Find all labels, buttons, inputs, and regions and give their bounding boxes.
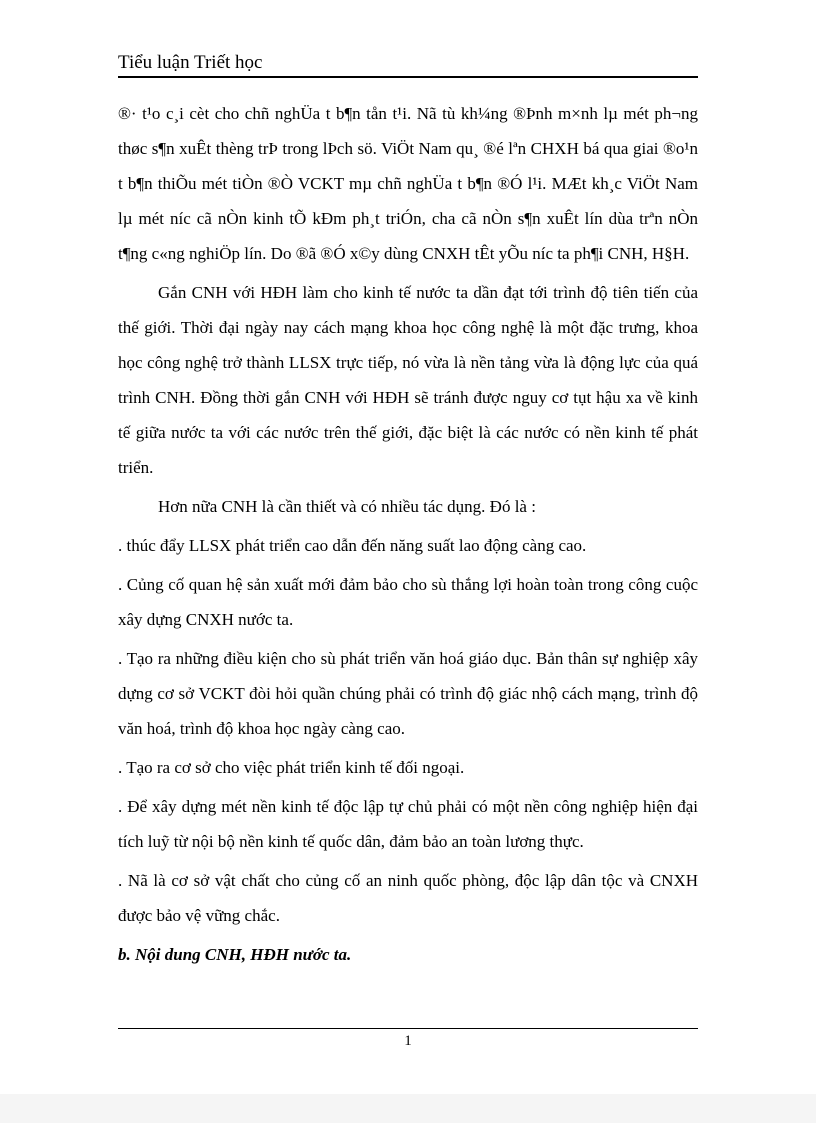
section-subheading: b. Nội dung CNH, HĐH nước ta. <box>118 945 352 964</box>
footer-divider <box>118 1028 698 1029</box>
list-item: . thúc đẩy LLSX phát triển cao dẫn đến năng suất lao động càng cao. <box>118 536 587 555</box>
list-item: . Củng cố quan hệ sản xuất mới đảm bảo cho sù thắng lợi hoàn toàn trong công cuộc xây dựng CNXH nước ta. <box>118 575 698 629</box>
paragraph-intro-list: Hơn nữa CNH là cần thiết và có nhiều tác dụng. Đó là : <box>158 497 536 516</box>
page-header: Tiểu luận Triết học <box>118 52 698 78</box>
document-body <box>118 96 698 972</box>
list-item: . Nã là cơ sở vật chất cho củng cố an ninh quốc phòng, độc lập dân tộc và CNXH được bảo vệ vững chắc. <box>118 871 698 925</box>
paragraph-cnh-hdh: Gắn CNH với HĐH làm cho kinh tế nước ta dần đạt tới trình độ tiên tiến của thế giới. Thời đại ngày nay cách mạng khoa học công nghệ là một đặc trưng, khoa học công nghệ trở thành LLSX trực tiếp, nó vừa là nền tảng vừa là động lực của quá trình CNH. Đồng thời gắn CNH với HĐH sẽ tránh được nguy cơ tụt hậu xa về kinh tế giữa nước ta với các nước trên thế giới, đặc biệt là các nước có nền kinh tế phát triển. <box>118 283 698 477</box>
list-item: . Tạo ra những điều kiện cho sù phát triển văn hoá giáo dục. Bản thân sự nghiệp xây dựng cơ sở VCKT đòi hỏi quần chúng phải có trình độ giác nhộ cách mạng, trình độ văn hoá, trình độ khoa học ngày càng cao. <box>118 649 698 738</box>
page-bottom-band <box>0 1094 816 1123</box>
list-item: . Tạo ra cơ sở cho việc phát triển kinh tế đối ngoại. <box>118 758 465 777</box>
page-number: 1 <box>404 1033 412 1049</box>
list-item: . Để xây dựng mét nền kinh tế độc lập tự chủ phải có một nền công nghiệp hiện đại tích luỹ từ nội bộ nền kinh tế quốc dân, đảm bảo an toàn lương thực. <box>118 797 698 851</box>
paragraph-legacy-encoded: ®· t¹o c¸i cèt cho chñ nghÜa t b¶n tån t¹i. Nã tù kh¼ng ®Þnh m×nh lµ mét ph¬ng thøc s¶n xuÊt thèng trÞ trong lÞch sö. ViÖt Nam qu¸ ®é lªn CHXH bá qua giai ®o¹n t b¶n thiÕu mét tiÒn ®Ò VCKT mµ chñ nghÜa t b¶n ®Ó l¹i. MÆt kh¸c ViÖt Nam lµ mét níc cã nÒn kinh tÕ kÐm ph¸t triÓn, cha cã nÒn s¶n xuÊt lín dùa trªn nÒn t¶ng c«ng nghiÖp lín. Do ®ã ®Ó x©y dùng CNXH tÊt yÕu níc ta ph¶i CNH, H§H. <box>118 104 698 263</box>
